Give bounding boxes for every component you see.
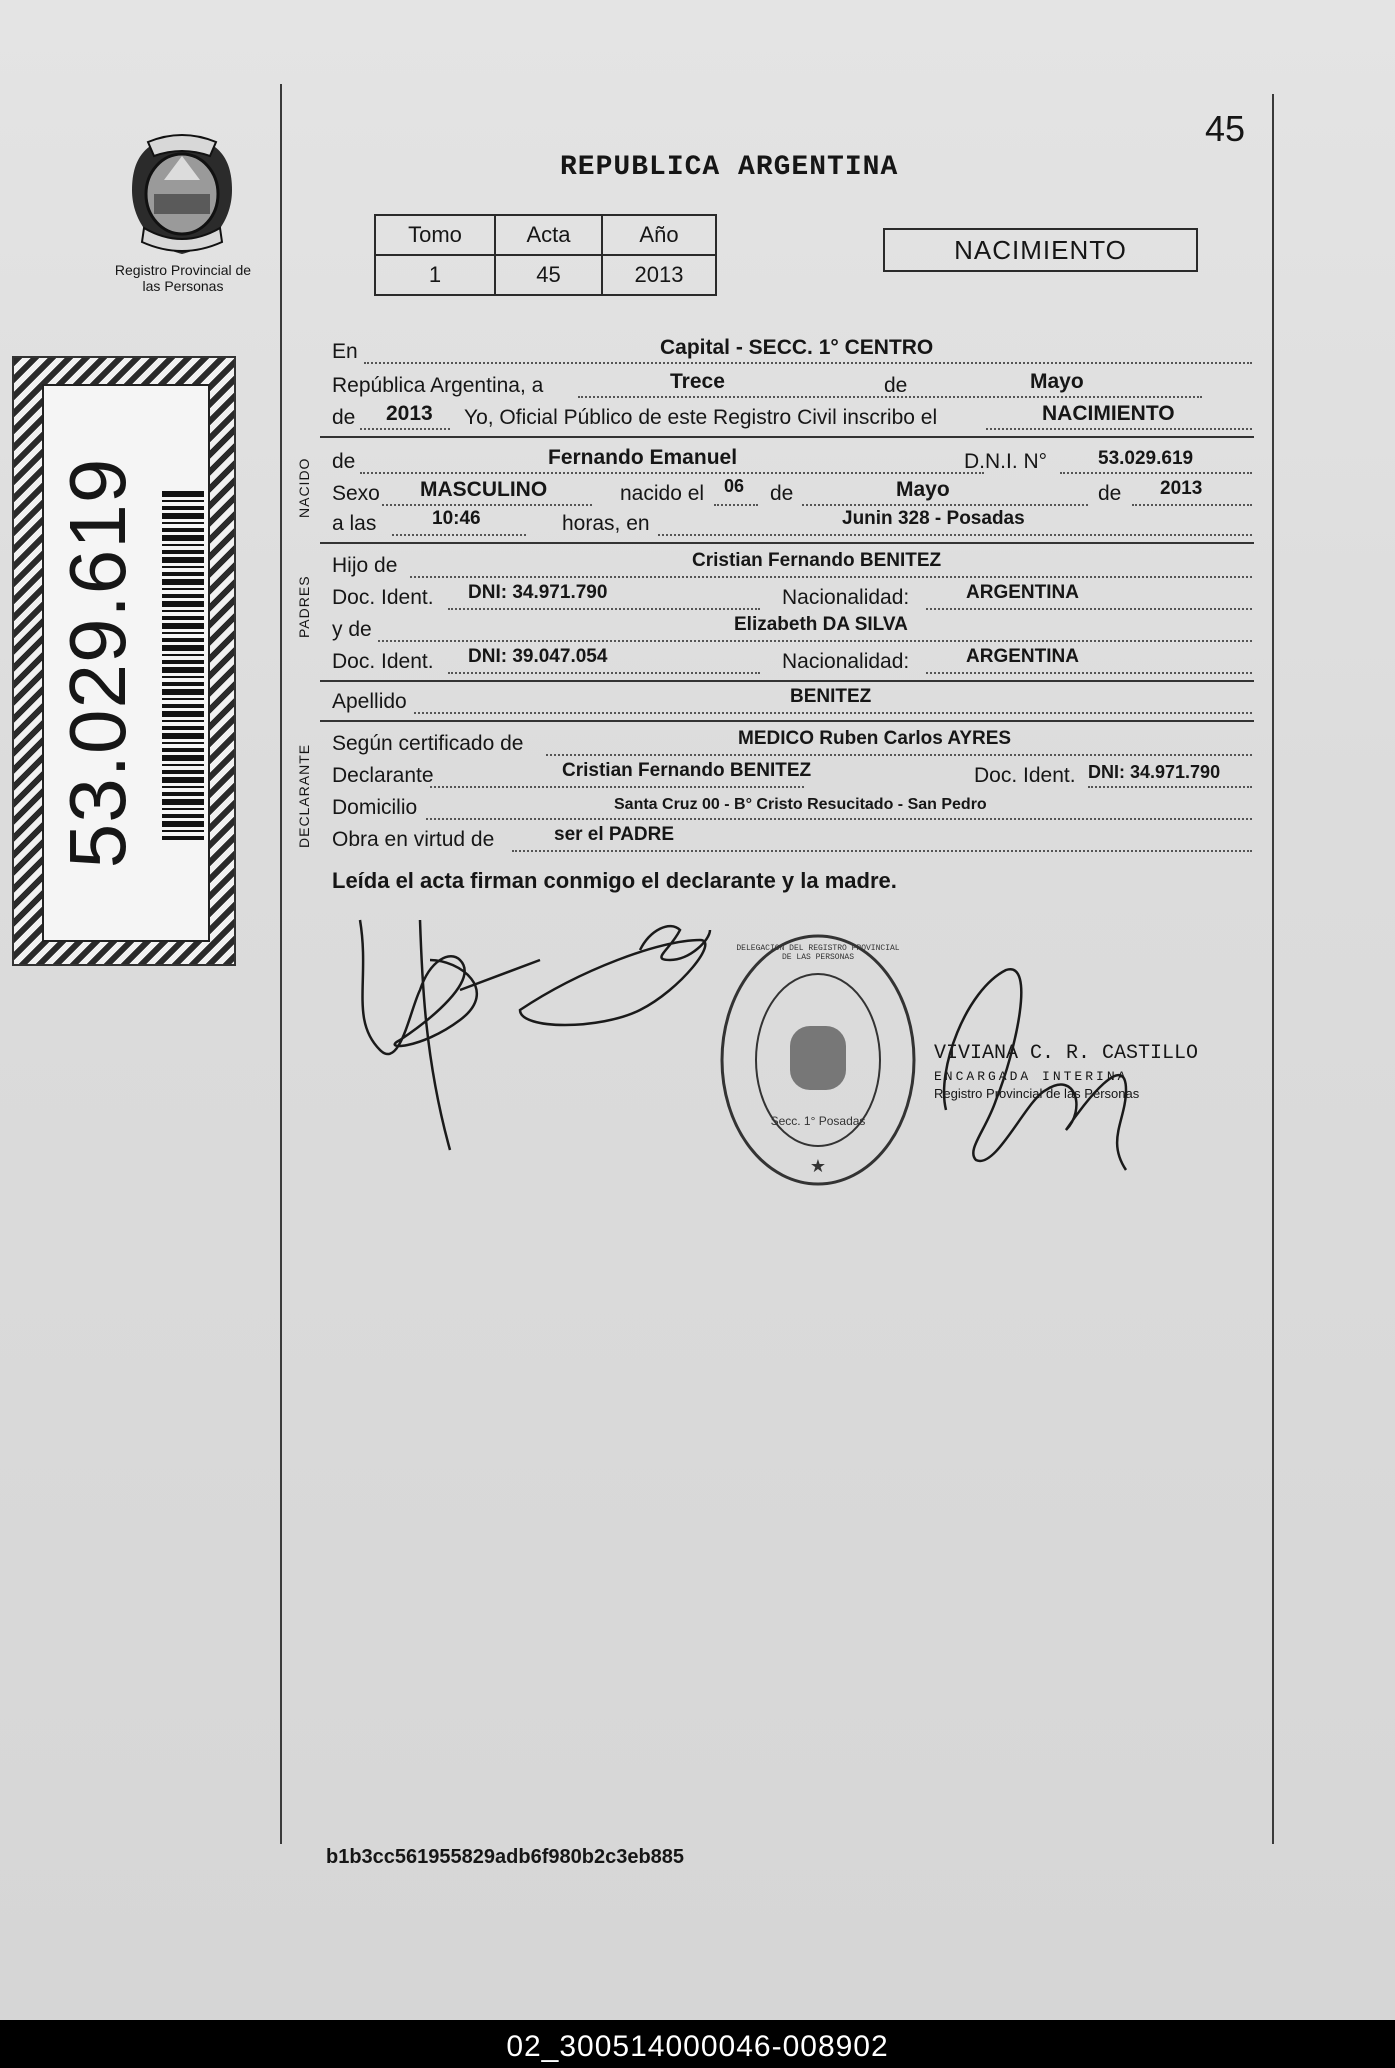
value-nacido-mes: Mayo [896,478,950,501]
label-certificado: Según certificado de [332,732,524,755]
dotted-line [986,428,1252,430]
section-divider [320,680,1254,682]
province-coat-of-arms-icon [118,132,246,260]
row-sexo [332,478,1252,508]
declarante-signature [360,920,477,1150]
label-hora: a las [332,512,377,535]
value-certificado: MEDICO Ruben Carlos AYRES [738,728,1012,749]
dotted-line [448,608,760,610]
row-domicilio [332,792,1252,822]
value-apellido: BENITEZ [790,686,872,707]
label-nombre: de [332,450,356,473]
value-padre: Cristian Fernando BENITEZ [692,550,942,571]
value-padre-doc: DNI: 34.971.790 [468,582,608,603]
value-madre: Elizabeth DA SILVA [734,614,908,635]
value-dni: 53.029.619 [1098,448,1194,469]
barcode-number: 53.029.619 [53,457,142,869]
row-madre [332,614,1252,644]
dotted-line [1088,786,1252,788]
record-type-box: NACIMIENTO [883,228,1198,272]
value-mes: Mayo [1030,370,1084,393]
dotted-line [658,534,1252,536]
dotted-line [430,786,804,788]
label-obra: Obra en virtud de [332,828,495,851]
row-madre-doc [332,646,1252,676]
row-hijo [332,550,1252,580]
value-hora: 10:46 [432,508,481,529]
row-republica [332,370,1252,400]
madre-signature [520,926,710,1025]
dotted-line [414,712,1252,714]
seal-text: DELEGACION DEL REGISTRO PROVINCIAL DE LAS PERSONAS [736,944,900,962]
dotted-line [512,850,1252,852]
official-name: VIVIANA C. R. CASTILLO [934,1042,1199,1065]
seal-inner-text: Secc. 1° Posadas [770,1114,866,1128]
label-padre-doc: Doc. Ident. [332,586,434,609]
value-nombre: Fernando Emanuel [548,446,738,469]
table-value-acta: 45 [495,255,602,295]
dotted-line [926,608,1252,610]
table-header-tomo: Tomo [375,215,495,255]
dotted-line [1132,504,1252,506]
label-sexo: Sexo [332,482,380,505]
barcode-bars-icon [162,491,204,841]
sticker-inner [42,384,210,942]
official-org: Registro Provincial de las Personas [934,1086,1140,1101]
value-madre-nacionalidad: ARGENTINA [966,646,1079,667]
value-dia: Trece [670,370,725,393]
table-value-anio: 2013 [602,255,716,295]
dotted-line [360,472,984,474]
label-nacido-de2: de [1098,482,1122,505]
dotted-line [382,504,592,506]
row-en [332,336,1252,366]
value-nacido-dia: 06 [724,476,745,496]
row-apellido [332,686,1252,716]
label-en: En [332,340,358,363]
dotted-line [410,576,1252,578]
dotted-line [714,504,758,506]
value-declarante: Cristian Fernando BENITEZ [562,760,812,781]
section-divider [320,436,1254,438]
row-nombre [332,446,1252,476]
value-obra: ser el PADRE [554,824,675,845]
label-padre-nacionalidad: Nacionalidad: [782,586,910,609]
dotted-line [392,534,526,536]
closing-statement: Leída el acta firman conmigo el declarante y la madre. [332,868,897,893]
label-republica: República Argentina, a [332,374,544,397]
document-hash: b1b3cc561955829adb6f980b2c3eb885 [326,1846,685,1868]
label-oficial: Yo, Oficial Público de este Registro Civil inscribo el [464,406,938,429]
section-divider [320,542,1254,544]
right-margin-rule [1272,94,1274,1844]
row-padre-doc [332,582,1252,612]
table-value-tomo: 1 [375,255,495,295]
row-declarante [332,760,1252,790]
side-label-declarante: DECLARANTE [296,743,312,848]
value-en: Capital - SECC. 1° CENTRO [660,336,934,359]
row-obra [332,824,1252,854]
registry-label: Registro Provincial de las Personas [114,262,252,294]
table-header-acta: Acta [495,215,602,255]
dotted-line [426,818,1252,820]
dotted-line [802,504,1088,506]
label-domicilio: Domicilio [332,796,418,819]
label-yde: y de [332,618,372,641]
barcode-sticker [12,356,236,966]
side-label-padres: PADRES [296,575,312,638]
label-horas: horas, en [562,512,650,535]
row-oficial [332,402,1252,432]
svg-text:★: ★ [809,1156,827,1176]
document-title: REPUBLICA ARGENTINA [560,152,899,183]
dotted-line [546,754,1252,756]
label-nacido: nacido el [620,482,705,505]
row-hora [332,508,1252,538]
dotted-line [926,672,1252,674]
value-madre-doc: DNI: 39.047.054 [468,646,608,667]
side-label-nacido: NACIDO [296,457,312,518]
dotted-line [378,640,1252,642]
dotted-line [364,362,1252,364]
label-declarante-doc: Doc. Ident. [974,764,1076,787]
dotted-line [360,428,450,430]
value-lugar: Junin 328 - Posadas [842,508,1025,529]
value-sexo: MASCULINO [420,478,548,501]
label-dni: D.N.I. N° [964,450,1048,473]
record-table [374,214,717,296]
left-margin-rule [280,84,282,1844]
footer-code: 02_300514000046-008902 [506,2030,889,2063]
official-role: ENCARGADA INTERINA [934,1069,1129,1084]
oficial-signature [926,950,1166,1180]
section-divider [320,720,1254,722]
label-apellido: Apellido [332,690,407,713]
dotted-line [448,672,760,674]
value-nacido-anio: 2013 [1160,478,1203,499]
label-anio-prefix: de [332,406,356,429]
value-padre-nacionalidad: ARGENTINA [966,582,1079,603]
label-nacido-de: de [770,482,794,505]
label-de: de [884,374,908,397]
value-declarante-doc: DNI: 34.971.790 [1088,762,1221,782]
page-number: 45 [1205,108,1246,149]
dotted-line [1060,472,1252,474]
value-domicilio: Santa Cruz 00 - B° Cristo Resucitado - San Pedro [614,796,987,813]
label-declarante: Declarante [332,764,434,787]
label-madre-doc: Doc. Ident. [332,650,434,673]
table-header-anio: Año [602,215,716,255]
registry-seal [712,924,924,1196]
row-certificado [332,728,1252,758]
value-anio: 2013 [386,402,433,425]
label-madre-nacionalidad: Nacionalidad: [782,650,910,673]
label-hijo: Hijo de [332,554,398,577]
value-inscribo: NACIMIENTO [1042,402,1175,425]
